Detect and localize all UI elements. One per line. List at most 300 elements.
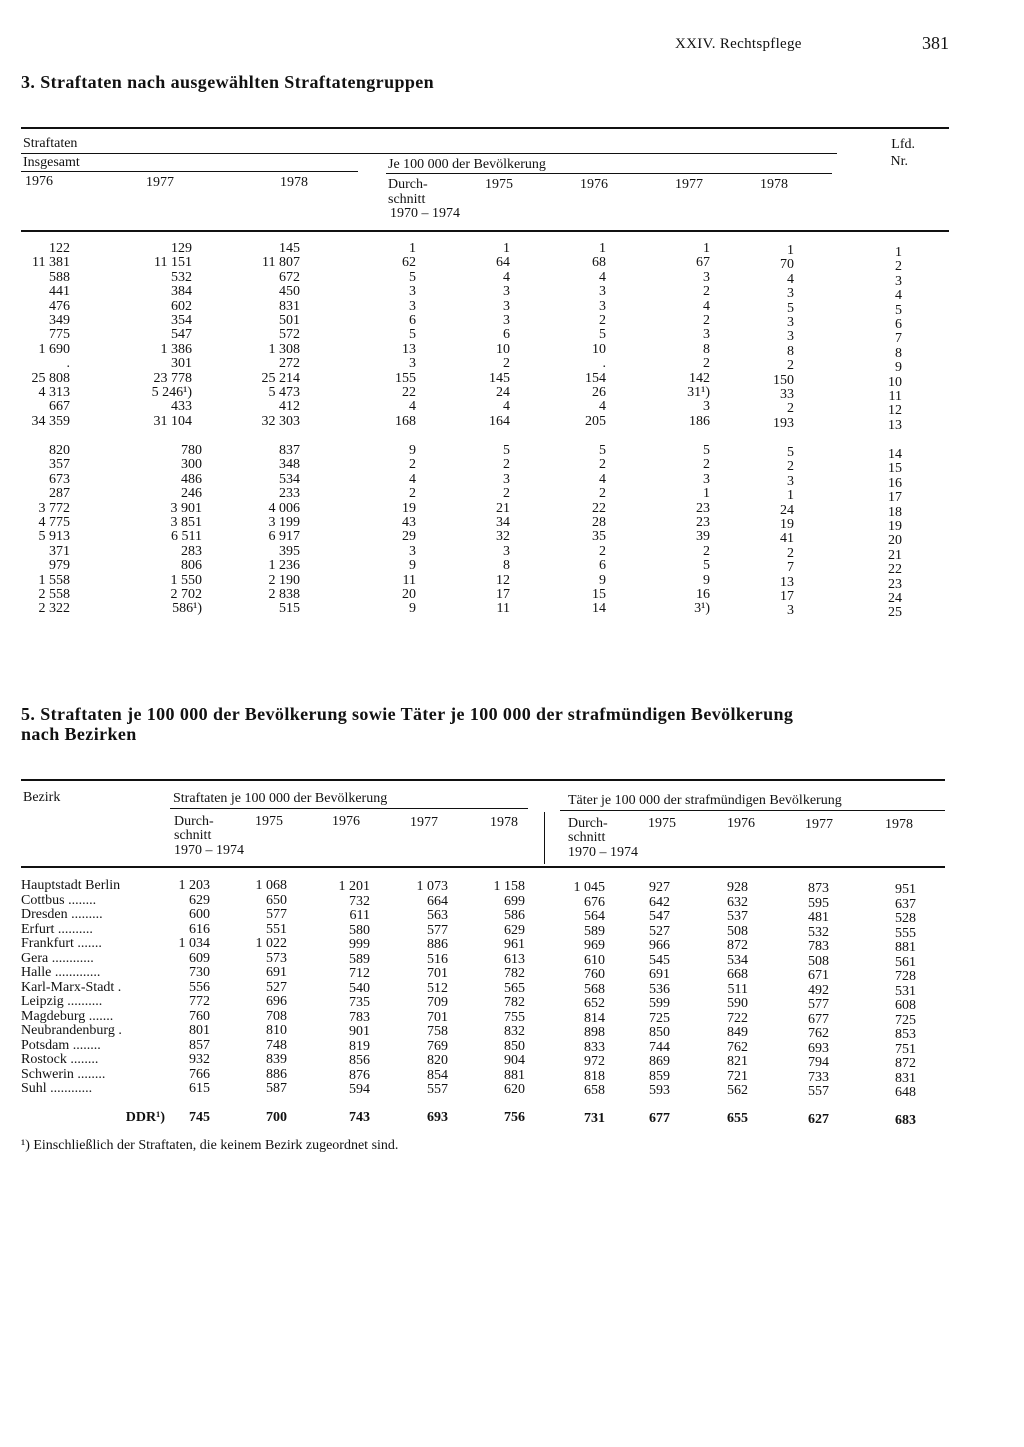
table-cell: 32 303: [261, 413, 300, 429]
table-cell: 762: [808, 1026, 829, 1041]
table-cell: 593: [649, 1083, 670, 1098]
table-cell: 595: [808, 895, 829, 911]
table-cell: 966: [649, 938, 670, 953]
table-cell: 696: [266, 994, 287, 1009]
table-cell: 4: [599, 399, 606, 415]
table-cell: 486: [181, 471, 202, 487]
table-cell: 5: [895, 302, 902, 318]
table-cell: 1 308: [268, 341, 300, 357]
table-cell: 528: [895, 911, 916, 926]
table-cell: 814: [584, 1010, 605, 1026]
table3-durch-3: 1970 – 1974: [390, 206, 460, 221]
table-cell: 9: [895, 360, 902, 376]
table-cell: 611: [349, 908, 370, 923]
table-cell: 2: [787, 401, 794, 417]
table-cell: 6 917: [268, 529, 300, 545]
table3-g1-rel-1975-column: [478, 242, 510, 429]
table-cell: 11: [402, 572, 416, 588]
table-cell: 616: [189, 921, 210, 937]
table5-title-line2: nach Bezirken: [21, 724, 137, 744]
table5-ddr-value: 655: [727, 1111, 748, 1126]
table3-rule-insgesamt: [21, 171, 358, 172]
table-cell: 16: [888, 475, 902, 491]
table-row-label: Hauptstadt Berlin: [21, 879, 121, 893]
table-cell: 6 511: [171, 529, 202, 545]
table-cell: 3: [503, 284, 510, 300]
table-cell: 12: [888, 403, 902, 419]
table-cell: 8: [703, 341, 710, 357]
table-cell: 4: [503, 399, 510, 415]
table-cell: 2: [599, 543, 606, 559]
table-cell: 650: [266, 892, 287, 908]
table-cell: 29: [402, 529, 416, 545]
table3-durch-1: Durch-: [388, 177, 428, 192]
table5-header-bottom-rule: [21, 866, 945, 868]
table5-s-avg-column: [160, 879, 210, 1097]
table-cell: 872: [895, 1056, 916, 1071]
table-cell: 783: [349, 1009, 370, 1025]
table-cell: 2: [599, 457, 606, 473]
table-cell: 531: [895, 983, 916, 999]
table3-header-insgesamt: Insgesamt: [23, 155, 80, 170]
table-cell: 21: [888, 547, 902, 563]
table-cell: 154: [585, 370, 606, 386]
table5-ddr-value: 731: [584, 1111, 605, 1126]
table-cell: 5: [787, 445, 794, 460]
table-cell: 744: [649, 1039, 670, 1055]
table-cell: 876: [349, 1067, 370, 1083]
table-cell: 562: [727, 1083, 748, 1098]
table-cell: 20: [888, 533, 902, 549]
table3-rule-je100000: [386, 173, 832, 174]
table-cell: 872: [727, 938, 748, 953]
table-cell: 590: [727, 996, 748, 1011]
table5-header-taeter: Täter je 100 000 der strafmündigen Bevölkerung: [568, 793, 842, 808]
table-cell: 186: [689, 413, 710, 429]
table-row-label: Schwerin ........: [21, 1067, 106, 1082]
table-cell: 508: [808, 953, 829, 969]
table-cell: 155: [395, 370, 416, 386]
table-cell: 551: [266, 921, 287, 937]
table5-t-year-1976: 1976: [727, 816, 755, 831]
table-cell: 22: [402, 384, 416, 400]
table3-year-1978: 1978: [280, 175, 308, 190]
table-cell: 969: [584, 938, 605, 953]
table-cell: 4 775: [38, 514, 70, 530]
table5-s-year-1977: 1977: [410, 815, 438, 830]
table-cell: 527: [266, 979, 287, 995]
table-cell: 11: [888, 388, 902, 404]
table-cell: 3: [599, 284, 606, 300]
table-cell: 783: [808, 939, 829, 954]
table-cell: 70: [780, 257, 794, 273]
table-cell: 609: [189, 950, 210, 966]
table-row-label: Rostock ........: [21, 1053, 99, 1067]
table-cell: 568: [584, 981, 605, 997]
table-cell: 246: [181, 486, 202, 502]
table-cell: 301: [171, 356, 192, 372]
table-cell: 3: [503, 543, 510, 559]
table3-g1-rel-1976-column: [572, 242, 606, 429]
table-cell: 512: [427, 980, 448, 996]
table-cell: 881: [895, 940, 916, 955]
table-cell: 10: [592, 341, 606, 357]
table5-header-bezirk: Bezirk: [23, 790, 61, 805]
table-cell: 3: [895, 273, 902, 289]
table5-rule-taeter: [560, 810, 945, 811]
table-cell: 4: [503, 269, 510, 285]
table5-t-1975-column: [620, 881, 670, 1099]
table-cell: 34: [496, 514, 510, 530]
table-cell: 733: [808, 1069, 829, 1085]
table-cell: 7: [787, 560, 794, 576]
table-cell: 613: [504, 951, 525, 967]
table5-s-1976-column: [320, 880, 370, 1098]
table-cell: 3¹): [694, 601, 710, 617]
table-cell: 145: [489, 370, 510, 386]
table-cell: 856: [349, 1053, 370, 1068]
section-header: XXIV. Rechtspflege: [675, 36, 802, 52]
table-cell: 11 151: [154, 255, 192, 271]
table3-g1-rel-1978-column: [760, 244, 794, 431]
table5-ddr-value: 756: [504, 1110, 525, 1125]
page-number: 381: [922, 33, 949, 53]
table-cell: 2: [787, 545, 794, 561]
table-cell: 16: [696, 586, 710, 602]
table-cell: 412: [279, 399, 300, 415]
table-cell: 854: [427, 1067, 448, 1083]
table-cell: 349: [49, 312, 70, 328]
table-cell: 898: [584, 1025, 605, 1040]
table-cell: 610: [584, 952, 605, 968]
table-cell: 589: [584, 923, 605, 939]
table-cell: 728: [895, 969, 916, 984]
table-cell: 31 104: [153, 413, 192, 429]
table-cell: 9: [409, 601, 416, 617]
table-cell: 43: [402, 514, 416, 530]
table5-s-1977-column: [398, 880, 448, 1098]
table-cell: 886: [427, 937, 448, 952]
table3-header-je100000: Je 100 000 der Bevölkerung: [388, 157, 546, 172]
table-cell: 961: [504, 937, 525, 952]
table-cell: 2: [503, 486, 510, 502]
table5-ddr-value: 693: [427, 1110, 448, 1125]
table-cell: 1 073: [416, 879, 448, 894]
table-cell: 2: [703, 457, 710, 473]
table-cell: 32: [496, 529, 510, 545]
table-cell: 629: [189, 892, 210, 908]
table-cell: 565: [504, 980, 525, 996]
table-cell: 22: [888, 562, 902, 578]
table-cell: 833: [584, 1039, 605, 1055]
table3-g1-rel-1977-column: [660, 242, 710, 429]
table-cell: 8: [503, 558, 510, 574]
table-cell: 4: [409, 471, 416, 487]
table-cell: 701: [427, 1009, 448, 1025]
table-cell: 68: [592, 255, 606, 271]
table-cell: 547: [649, 909, 670, 924]
table-cell: 3: [787, 286, 794, 302]
footnote: ¹) Einschließlich der Straftaten, die keinem Bezirk zugeordnet sind.: [21, 1138, 399, 1153]
table-cell: 23: [696, 514, 710, 530]
table-cell: 820: [49, 443, 70, 458]
table5-ddr-value: 677: [649, 1111, 670, 1126]
table-cell: 145: [279, 241, 300, 256]
table-cell: 873: [808, 881, 829, 896]
table-cell: 5: [787, 300, 794, 316]
table-cell: 972: [584, 1054, 605, 1069]
table-cell: 831: [895, 1070, 916, 1086]
table-cell: 122: [49, 241, 70, 256]
table-cell: 769: [427, 1038, 448, 1054]
table-cell: 999: [349, 937, 370, 952]
table-cell: 766: [189, 1066, 210, 1082]
table-cell: 1: [409, 241, 416, 256]
table-cell: 34 359: [31, 413, 70, 429]
table-cell: 3: [787, 473, 794, 489]
table-cell: 2: [599, 486, 606, 502]
table-cell: 979: [49, 558, 70, 574]
table-cell: 673: [49, 471, 70, 487]
table-cell: 772: [189, 994, 210, 1009]
table5-ddr-value: 683: [895, 1113, 916, 1128]
table-cell: 1 022: [255, 936, 287, 951]
table5-s-1975-column: [237, 879, 287, 1097]
table-cell: 2: [703, 312, 710, 328]
table-cell: 19: [402, 500, 416, 516]
table3-title: 3. Straftaten nach ausgewählten Straftatengruppen: [21, 72, 435, 92]
table-cell: 721: [727, 1068, 748, 1084]
table3-g2-rel-avg-column: [380, 444, 416, 617]
table-cell: 11: [496, 601, 510, 617]
table-cell: 608: [895, 998, 916, 1013]
table3-header-straftaten: Straftaten: [23, 136, 78, 151]
table-cell: 1: [895, 245, 902, 260]
table-cell: 534: [279, 471, 300, 487]
table-cell: 4: [599, 471, 606, 487]
table-cell: 283: [181, 543, 202, 559]
table-cell: 13: [780, 574, 794, 590]
table-cell: 782: [504, 966, 525, 981]
table-cell: 801: [189, 1023, 210, 1038]
table-cell: 547: [171, 327, 192, 343]
table-cell: 691: [649, 967, 670, 982]
table-cell: 2: [703, 543, 710, 559]
table-cell: 10: [496, 341, 510, 357]
table-cell: 652: [584, 996, 605, 1011]
table-cell: 642: [649, 894, 670, 910]
table-cell: 150: [773, 372, 794, 388]
table-cell: 820: [427, 1053, 448, 1068]
table-cell: 41: [780, 531, 794, 547]
table-cell: 2 838: [268, 586, 300, 602]
table-cell: 2: [703, 284, 710, 300]
table-cell: 19: [888, 518, 902, 534]
table-cell: 586¹): [172, 601, 202, 617]
table3-g2-abs-1978-column: [240, 444, 300, 617]
table-cell: 25: [888, 605, 902, 621]
table-cell: 23 778: [153, 370, 192, 386]
table-cell: 2 558: [38, 586, 70, 602]
table-cell: 1 201: [338, 879, 370, 894]
table3-year-1976: 1976: [25, 174, 53, 189]
table-cell: 664: [427, 893, 448, 909]
table-cell: 433: [171, 399, 192, 415]
table3-rule-straftaten: [21, 153, 837, 154]
table-cell: 12: [496, 572, 510, 588]
table3-g2-lfd-column: [870, 448, 902, 621]
table3-g1-abs-1977-column: [130, 242, 192, 429]
table-cell: 501: [279, 312, 300, 328]
table-cell: 2 190: [268, 572, 300, 588]
table-cell: 1 558: [38, 572, 70, 588]
table-cell: 2: [787, 358, 794, 374]
table-cell: 10: [888, 374, 902, 390]
table-cell: 620: [504, 1082, 525, 1097]
table-cell: 577: [808, 997, 829, 1012]
table-cell: 537: [727, 909, 748, 924]
table-cell: 691: [266, 965, 287, 980]
table-cell: 580: [349, 922, 370, 938]
table-cell: 129: [171, 241, 192, 256]
table-cell: 1: [787, 243, 794, 258]
table-cell: 515: [279, 601, 300, 617]
table-cell: 760: [584, 967, 605, 982]
table-cell: 354: [171, 312, 192, 328]
table-cell: 709: [427, 995, 448, 1010]
table-cell: 572: [279, 327, 300, 343]
table-cell: 780: [181, 443, 202, 458]
table-cell: 2: [409, 486, 416, 502]
table-cell: 1 386: [160, 341, 192, 357]
table-cell: 819: [349, 1038, 370, 1054]
table-cell: 19: [780, 516, 794, 532]
table-cell: 4: [703, 298, 710, 314]
table-cell: 5 913: [38, 529, 70, 545]
table-cell: 672: [279, 269, 300, 285]
table-cell: 3: [503, 312, 510, 328]
table-cell: 1 236: [268, 558, 300, 574]
table-cell: 1 203: [178, 878, 210, 893]
table-cell: 1 068: [255, 878, 287, 893]
table-cell: 371: [49, 543, 70, 559]
table5-s-year-1978: 1978: [490, 815, 518, 830]
table-row-label: Erfurt ..........: [21, 922, 93, 937]
table-cell: 577: [266, 907, 287, 922]
table-cell: 637: [895, 896, 916, 912]
table5-title-line1: 5. Straftaten je 100 000 der Bevölkerung sowie Täter je 100 000 der strafmündigen Bevölkerung: [21, 704, 794, 724]
table-cell: 18: [888, 504, 902, 520]
table-cell: 859: [649, 1068, 670, 1084]
table-cell: 233: [279, 486, 300, 502]
table-cell: 3: [787, 329, 794, 345]
table-cell: 806: [181, 558, 202, 574]
table-cell: 4 313: [38, 384, 70, 400]
table-cell: 857: [189, 1037, 210, 1053]
table-cell: 3: [409, 543, 416, 559]
table-cell: 3: [599, 298, 606, 314]
table-cell: 287: [49, 486, 70, 502]
table-cell: 395: [279, 543, 300, 559]
table-cell: 22: [592, 500, 606, 516]
table-cell: 62: [402, 255, 416, 271]
table-cell: 15: [592, 586, 606, 602]
table-cell: 751: [895, 1041, 916, 1057]
table-cell: 476: [49, 298, 70, 314]
table-cell: 540: [349, 980, 370, 996]
table-cell: 536: [649, 981, 670, 997]
table3-top-rule: [21, 127, 949, 129]
table3-header-lfd: Lfd.: [891, 137, 915, 152]
table-cell: 300: [181, 457, 202, 473]
table-cell: 5: [703, 443, 710, 458]
table3-rel-year-1976: 1976: [580, 177, 608, 192]
table-cell: 658: [584, 1083, 605, 1098]
table-cell: 758: [427, 1024, 448, 1039]
table-cell: 730: [189, 965, 210, 980]
table-cell: 928: [727, 880, 748, 895]
table-cell: 1 550: [170, 572, 202, 588]
table-cell: 556: [189, 979, 210, 995]
table5-t-durch-1: Durch-: [568, 816, 608, 831]
table-cell: 832: [504, 1024, 525, 1039]
table-cell: 564: [584, 909, 605, 924]
table5-t-avg-column: [555, 881, 605, 1099]
table-cell: 25 808: [31, 370, 70, 386]
table-cell: 587: [266, 1081, 287, 1096]
table-cell: 516: [427, 951, 448, 967]
table-cell: 762: [727, 1039, 748, 1055]
table-cell: 21: [496, 500, 510, 516]
table5-top-rule: [21, 779, 945, 781]
table-cell: 850: [504, 1038, 525, 1054]
table-cell: 837: [279, 443, 300, 458]
table-cell: 5: [599, 327, 606, 343]
table5-t-durch-3: 1970 – 1974: [568, 845, 638, 860]
table-cell: 26: [592, 384, 606, 400]
table-cell: 2: [895, 259, 902, 275]
table-cell: 722: [727, 1010, 748, 1026]
table-cell: 527: [649, 923, 670, 939]
table-cell: 4 006: [268, 500, 300, 516]
table-cell: 850: [649, 1025, 670, 1040]
table-cell: 5: [409, 269, 416, 285]
table-cell: 725: [895, 1012, 916, 1028]
table-cell: 348: [279, 457, 300, 473]
table-cell: 6: [895, 316, 902, 332]
table-cell: 561: [895, 954, 916, 970]
table-cell: 3 199: [268, 514, 300, 530]
table-cell: 886: [266, 1066, 287, 1082]
table-cell: 3: [703, 327, 710, 343]
table-cell: 168: [395, 413, 416, 429]
table5-t-durch-2: schnitt: [568, 830, 606, 845]
table-cell: 2: [503, 356, 510, 372]
table-cell: 3: [703, 471, 710, 487]
table-cell: 818: [584, 1068, 605, 1084]
table5-t-1976-column: [698, 881, 748, 1099]
table-cell: 712: [349, 966, 370, 981]
table5-s-durch-2: schnitt: [174, 828, 212, 843]
table-cell: 1: [703, 241, 710, 256]
table-cell: 573: [266, 950, 287, 966]
table-cell: 24: [496, 384, 510, 400]
table-cell: 775: [49, 327, 70, 343]
table-cell: 24: [780, 502, 794, 518]
table-cell: 748: [266, 1037, 287, 1053]
table5-rule-straftaten: [170, 808, 528, 809]
table-cell: 600: [189, 907, 210, 922]
